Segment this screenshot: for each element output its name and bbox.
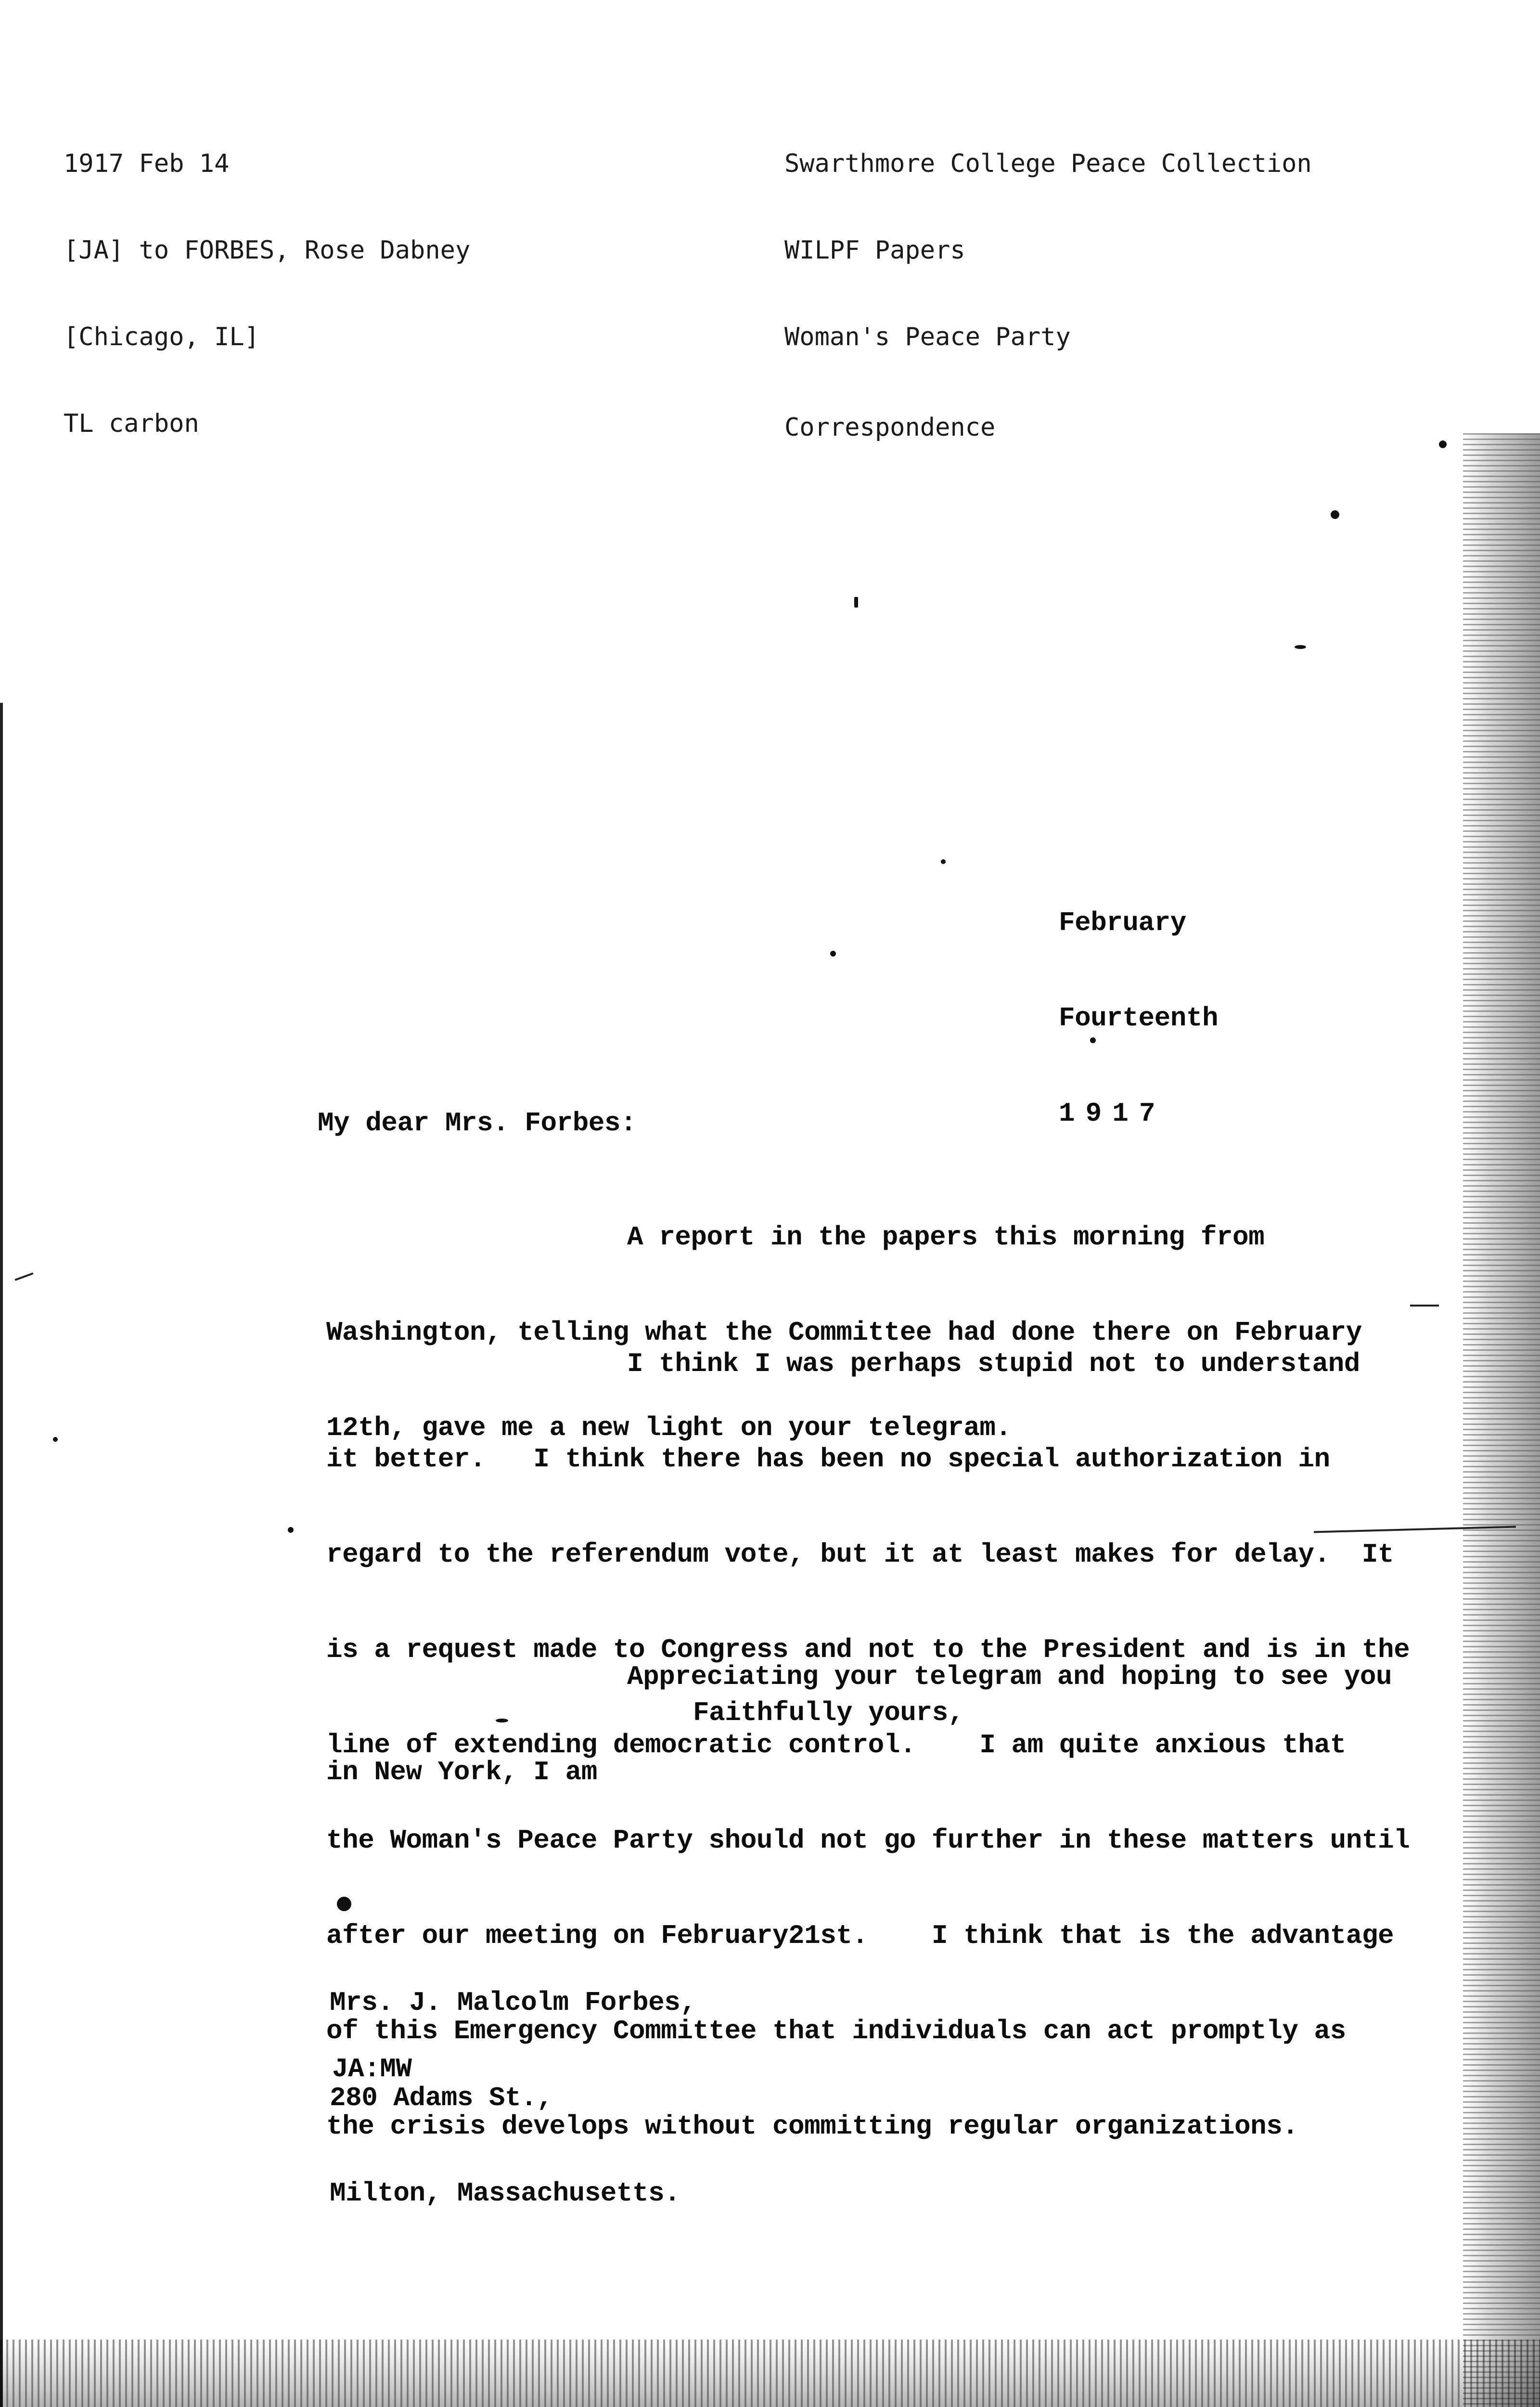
catalog-subseries: Correspondence — [784, 413, 996, 442]
salutation: My dear Mrs. Forbes: — [318, 1108, 637, 1139]
catalog-place: [Chicago, IL] — [64, 323, 259, 351]
paragraph-line: regard to the referendum vote, but it at least makes for delay. It — [326, 1539, 1394, 1570]
recipient-street: 280 Adams St., — [330, 2083, 553, 2113]
paragraph-line: of this Emergency Committee that individuals can act promptly as — [326, 2016, 1346, 2046]
ink-speck — [288, 1527, 294, 1533]
ink-speck — [854, 597, 858, 608]
catalog-series: Woman's Peace Party — [784, 323, 1071, 351]
paragraph-line: Appreciating your telegram and hoping to see you — [627, 1661, 1392, 1692]
ink-speck — [1439, 440, 1447, 448]
letter-date-day: Fourteenth — [1059, 1003, 1219, 1034]
carbon-crease — [15, 1272, 34, 1281]
paragraph-line: after our meeting on February21st. I think that is the advantage — [326, 1920, 1394, 1951]
ink-speck — [1295, 645, 1306, 649]
recipient-address — [330, 1923, 696, 2273]
paragraph-line: is a request made to Congress and not to the President and is in the — [326, 1634, 1410, 1665]
letter-date-year: 1917 — [1059, 1098, 1166, 1129]
ink-speck — [830, 951, 836, 957]
ink-speck — [53, 1437, 58, 1442]
paper-damage-right-edge — [1463, 433, 1540, 2407]
recipient-name: Mrs. J. Malcolm Forbes, — [330, 1987, 696, 2018]
paragraph-line: A report in the papers this morning from — [627, 1222, 1265, 1253]
ink-speck — [1331, 510, 1339, 519]
catalog-format: TL carbon — [64, 409, 199, 438]
paragraph-line: line of extending democratic control. I am quite anxious that — [326, 1730, 1346, 1760]
paper-damage-bottom-edge — [0, 2340, 1540, 2407]
ink-speck — [941, 859, 946, 864]
paragraph-line: the Woman's Peace Party should not go further in these matters until — [326, 1825, 1410, 1856]
paragraph-line: I think I was perhaps stupid not to understand — [627, 1348, 1360, 1379]
paragraph-line: 12th, gave me a new light on your telegram. — [326, 1412, 1012, 1443]
catalog-info-left — [64, 91, 470, 496]
catalog-collection: Swarthmore College Peace Collection — [784, 149, 1312, 178]
paragraph-line: Washington, telling what the Committee had done there on February — [326, 1317, 1362, 1348]
scan-left-border — [0, 703, 3, 2407]
catalog-papers: WILPF Papers — [784, 236, 965, 265]
paragraph-line: the crisis develops without committing regular organizations. — [326, 2111, 1298, 2142]
closing: Faithfully yours, — [693, 1697, 964, 1728]
catalog-date: 1917 Feb 14 — [64, 149, 230, 178]
recipient-city: Milton, Massachusetts. — [330, 2178, 680, 2209]
letter-date — [1059, 843, 1218, 1193]
catalog-info-right — [784, 91, 1312, 500]
letter-date-month: February — [1059, 907, 1186, 938]
paragraph-line: it better. I think there has been no special authorization in — [326, 1444, 1330, 1475]
paragraph-line: in New York, I am — [326, 1757, 597, 1787]
typist-initials: JA:MW — [332, 2054, 412, 2084]
catalog-correspondents: [JA] to FORBES, Rose Dabney — [64, 236, 471, 265]
carbon-crease — [1410, 1305, 1439, 1307]
